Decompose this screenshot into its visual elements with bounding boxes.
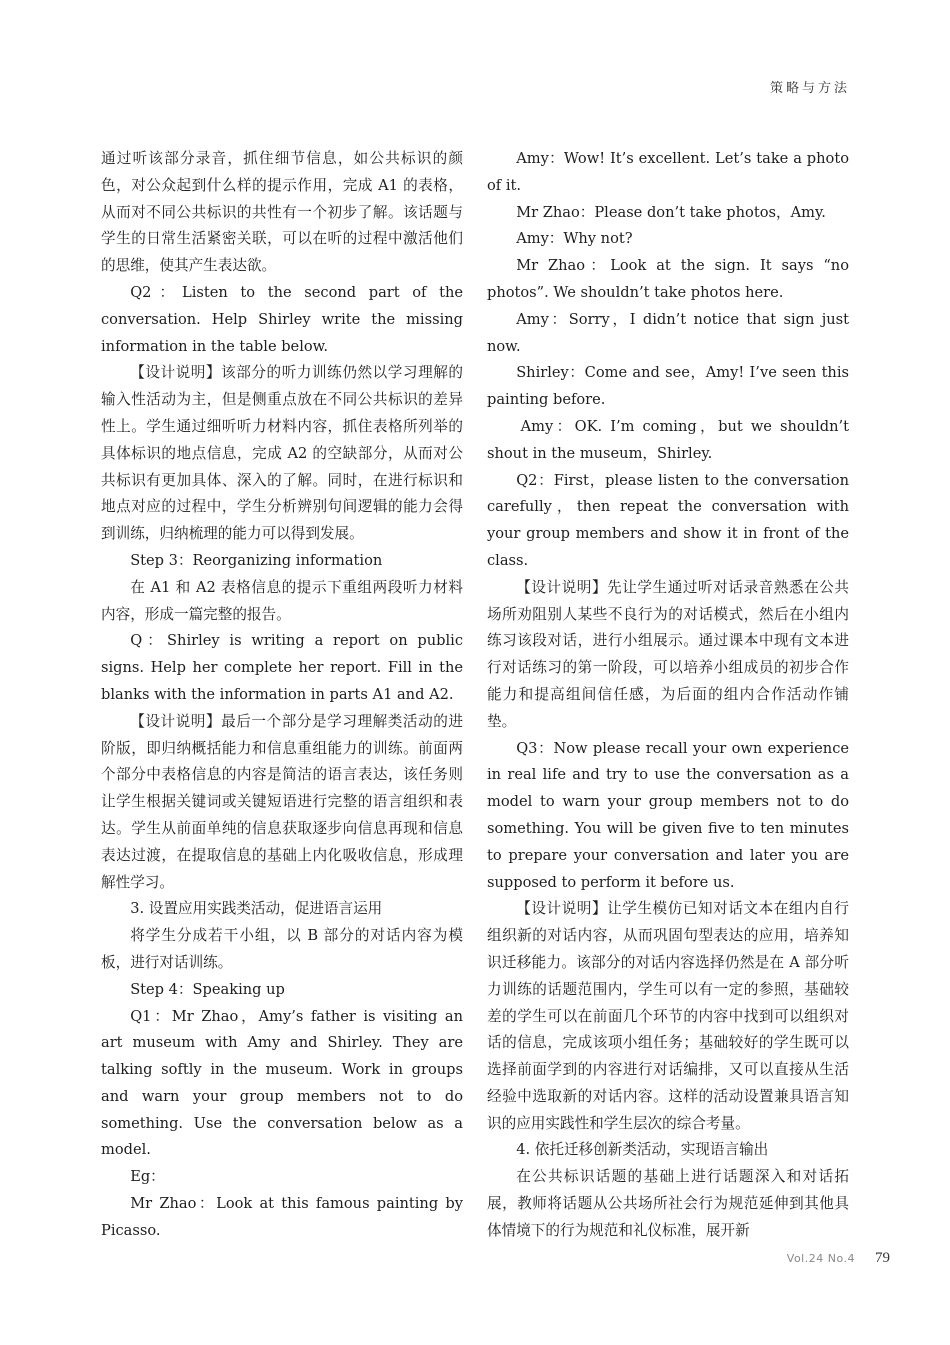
page-number: 79	[875, 1250, 890, 1266]
dialog-line: Amy：Wow! It’s excellent. Let’s take a photo of it.	[487, 150, 849, 194]
dialog-line: Amy：OK. I’m coming，but we shouldn’t shout in the museum，Shirley.	[487, 417, 849, 462]
paragraph: Q3：Now please recall your own experience in real life and try to use the conversation as a model to warn your group members not to do something. You will be given five to ten minutes to prepare your conversation and later you are supposed to perform it before us.	[487, 739, 849, 891]
paragraph: Step 3：Reorganizing information	[130, 551, 383, 569]
running-head: 策略与方法	[769, 81, 850, 96]
paragraph: 通过听该部分录音，抓住细节信息，如公共标识的颜色，对公众起到什么样的提示作用，完成 A1 的表格，从而对不同公共标识的共性有一个初步了解。该话题与学生的日常生活紧密关联，可以在听的过程中激活他们的思维，使其产生表达欲。	[101, 150, 463, 275]
paragraph: Q2：Listen to the second part of the conversation. Help Shirley write the missing information in the table below.	[101, 283, 463, 355]
dialog-line: Amy：Why not?	[516, 230, 633, 248]
paragraph: 【设计说明】让学生模仿已知对话文本在组内自行组织新的对话内容，从而巩固句型表达的应用，培养知识迁移能力。该部分的对话内容选择仍然是在 A 部分听力训练的话题范围内，学生可以有一定的参照，基础较差的学生可以在前面几个环节的内容中找到可以组织对话的信息，完成该项小组任务；基础较好的学生既可以选择前面学到的内容进行对话编排，又可以直接从生活经验中选取新的对话内容。这样的活动设置兼具语言知识的应用实践性和学生层次的综合考量。	[487, 900, 849, 1132]
paragraph: Q1：Mr Zhao，Amy’s father is visiting an art museum with Amy and Shirley. They are talking softly in the museum. Work in groups and warn your group members not to do something. Use the conversation below as a model.	[101, 1007, 463, 1159]
paragraph: Q2：First，please listen to the conversation carefully，then repeat the conversation with your group members and show it in front of the class.	[487, 471, 849, 569]
dialog-line: Shirley：Come and see，Amy! I’ve seen this painting before.	[487, 364, 849, 409]
page-footer	[787, 1250, 890, 1267]
paragraph: 【设计说明】最后一个部分是学习理解类活动的进阶版，即归纳概括能力和信息重组能力的训练。前面两个部分中表格信息的内容是简洁的语言表达，该任务则让学生根据关键词或关键短语进行完整的语言组织和表达。学生从前面单纯的信息获取逐步向信息再现和信息表达过渡，在提取信息的基础上内化吸收信息，形成理解性学习。	[101, 712, 463, 891]
paragraph: 在 A1 和 A2 表格信息的提示下重组两段听力材料内容，形成一篇完整的报告。	[101, 578, 463, 623]
dialog-line: Mr Zhao：Look at the sign. It says “no photos”. We shouldn’t take photos here.	[487, 257, 849, 301]
section-heading: 3. 设置应用实践类活动，促进语言运用	[130, 900, 383, 918]
left-column	[101, 146, 463, 1245]
dialog-line: Mr Zhao：Please don’t take photos，Amy.	[516, 203, 826, 221]
right-column	[487, 146, 849, 1245]
paragraph: 【设计说明】先让学生通过听对话录音熟悉在公共场所劝阻别人某些不良行为的对话模式，然后在小组内练习该段对话，进行小组展示。通过课本中现有文本进行对话练习的第一阶段，可以培养小组成员的初步合作能力和提高组间信任感，为后面的组内合作活动作铺垫。	[487, 578, 849, 730]
paragraph: Q：Shirley is writing a report on public signs. Help her complete her report. Fill in the blanks with the information in parts A1 and A2.	[101, 632, 463, 703]
volume-label: Vol.24 No.4	[786, 1252, 855, 1265]
paragraph: Step 4：Speaking up	[130, 980, 285, 998]
dialog-line: Amy：Sorry，I didn’t notice that sign just now.	[487, 310, 849, 355]
paragraph: Eg：	[130, 1168, 165, 1186]
paragraph: 将学生分成若干小组，以 B 部分的对话内容为模板，进行对话训练。	[101, 927, 463, 971]
paragraph: Mr Zhao：Look at this famous painting by Picasso.	[101, 1195, 463, 1239]
section-heading: 4. 依托迁移创新类活动，实现语言输出	[516, 1141, 769, 1159]
paragraph: 【设计说明】该部分的听力训练仍然以学习理解的输入性活动为主，但是侧重点放在不同公共标识的差异性上。学生通过细听听力材料内容，抓住表格所列举的具体标识的地点信息，完成 A2 的空缺部分，从而对公共标识有更加具体、深入的了解。同时，在进行标识和地点对应的过程中，学生分析辨别句间逻辑的能力会得到训练，归纳梳理的能力可以得到发展。	[101, 364, 463, 543]
paragraph: 在公共标识话题的基础上进行话题深入和对话拓展，教师将话题从公共场所社会行为规范延伸到其他具体情境下的行为规范和礼仪标准，展开新	[487, 1168, 849, 1239]
